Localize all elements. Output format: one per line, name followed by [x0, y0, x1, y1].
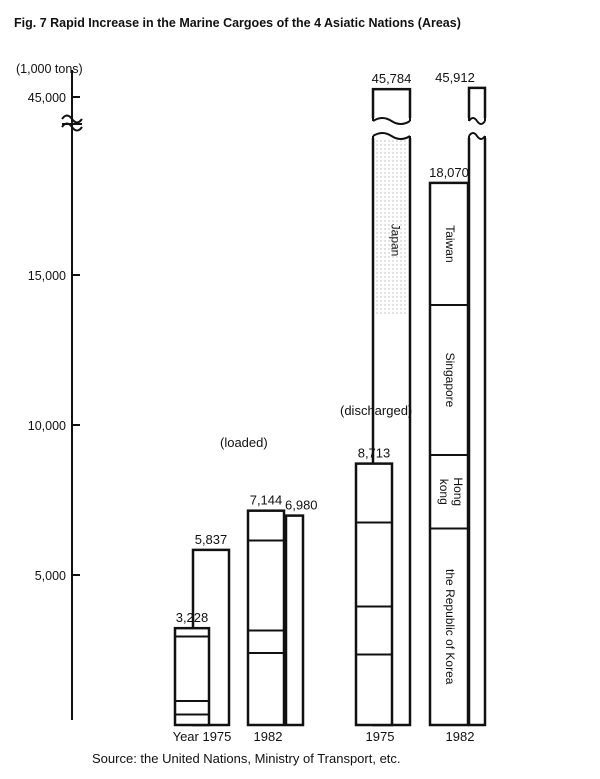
- bar-discharged-1975-a: [356, 446, 392, 725]
- group-label-loaded: (loaded): [220, 435, 268, 450]
- x-label: 1982: [445, 729, 475, 744]
- bar-value-label: 7,144: [249, 492, 283, 508]
- japan-shading: [375, 140, 408, 315]
- segment-label: kong: [437, 478, 451, 505]
- y-axis: [28, 70, 82, 720]
- group-label-discharged: (discharged): [340, 403, 413, 418]
- unit-label: (1,000 tons): [16, 62, 83, 76]
- bar-discharged-1982-a: [429, 165, 469, 725]
- segment-label: Hong: [451, 477, 465, 507]
- x-labels: [173, 729, 475, 744]
- bar-body: [286, 516, 303, 725]
- bar-value-label: 3,228: [175, 610, 209, 626]
- bar-loaded-1982-b: [285, 498, 318, 725]
- segment-label: the Republic of Korea: [442, 569, 457, 685]
- bar-loaded-1975-a: [175, 610, 209, 725]
- bars: [175, 70, 487, 725]
- x-label: Year 1975: [172, 729, 232, 744]
- bar-value-label: 18,070: [429, 164, 469, 180]
- source-note: Source: the United Nations, Ministry of Transport, etc.: [92, 751, 401, 766]
- bar-value-label: 8,713: [357, 445, 391, 461]
- chart-title: Fig. 7 Rapid Increase in the Marine Cargoes of the 4 Asiatic Nations (Areas): [14, 16, 461, 30]
- y-tick-label: 15,000: [27, 269, 66, 283]
- segment-label: Taiwan: [442, 225, 457, 263]
- bar-value-label: 6,980: [285, 497, 318, 513]
- y-tick-label: 45,000: [27, 91, 66, 105]
- x-label: 1982: [253, 729, 283, 744]
- segment-label: Singapore: [442, 352, 457, 408]
- bar-body: [175, 628, 209, 725]
- bar-body: [469, 88, 485, 725]
- x-label: 1975: [365, 729, 395, 744]
- bar-value-label: 5,837: [194, 531, 228, 547]
- bar-body: [248, 511, 284, 725]
- bar-body: [356, 464, 392, 725]
- bar-value-label: 45,912: [435, 69, 475, 85]
- y-tick-label: 10,000: [27, 419, 66, 433]
- bar-value-label: 45,784: [371, 71, 412, 87]
- bar-loaded-1982-a: [248, 493, 284, 725]
- y-tick-label: 5,000: [34, 569, 66, 583]
